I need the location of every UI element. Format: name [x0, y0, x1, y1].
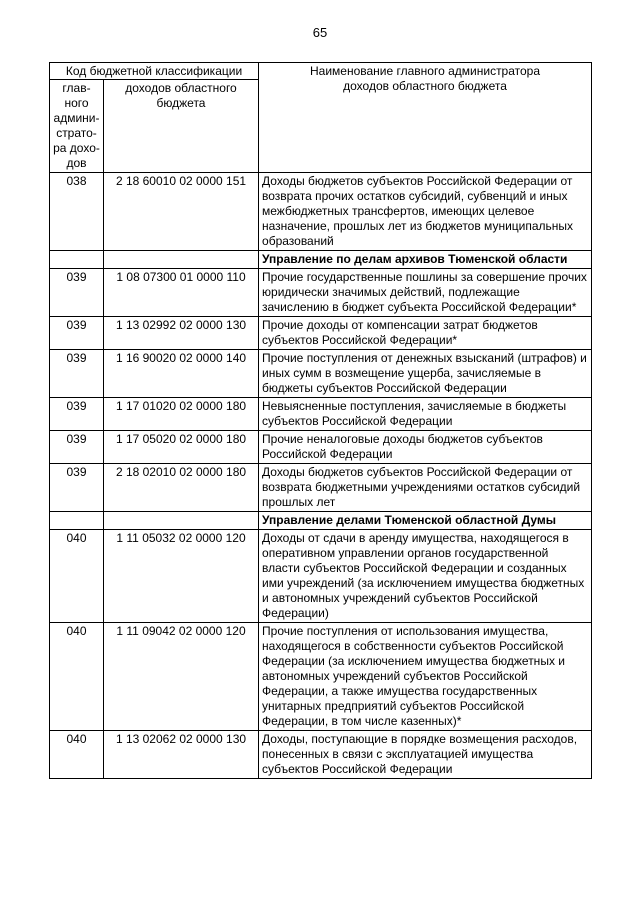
budget-classification-table	[49, 62, 592, 779]
header-administrator-name: Наименование главного администратора доходов областного бюджета	[259, 63, 592, 173]
revenue-code-cell: 1 17 01020 02 0000 180	[104, 398, 259, 431]
revenue-name-cell: Прочие государственные пошлины за совершение прочих юридически значимых действий, подлежащие зачислению в бюджет субъекта Российской Федерации*	[259, 269, 592, 317]
revenue-name-cell: Прочие поступления от использования имущества, находящегося в собственности субъектов Российской Федерации (за исключением имущества бюджетных и автономных учреждений субъектов Российской Федерации, а также имущества государственных унитарных предприятий субъектов Российской Федерации, в том числе казенных)*	[259, 623, 592, 731]
revenue-code-cell: 1 13 02062 02 0000 130	[104, 731, 259, 779]
revenue-name-cell: Доходы бюджетов субъектов Российской Федерации от возврата прочих остатков субсидий, субвенций и иных межбюджетных трансфертов, имеющих целевое назначение, прошлых лет из бюджетов муниципальных образований	[259, 173, 592, 251]
table-row	[50, 173, 592, 251]
table-row	[50, 398, 592, 431]
header-chief-administrator: глав- ного админи- страто- ра дохо- дов	[50, 80, 104, 173]
revenue-name-cell: Прочие доходы от компенсации затрат бюджетов субъектов Российской Федерации*	[259, 317, 592, 350]
revenue-code-cell: 1 08 07300 01 0000 110	[104, 269, 259, 317]
table-row	[50, 530, 592, 623]
header-budget-classification-code: Код бюджетной классификации	[50, 63, 259, 80]
revenue-name-cell: Невыясненные поступления, зачисляемые в бюджеты субъектов Российской Федерации	[259, 398, 592, 431]
revenue-code-cell: 1 13 02992 02 0000 130	[104, 317, 259, 350]
admin-code-cell: 039	[50, 398, 104, 431]
table-row	[50, 464, 592, 512]
table-row	[50, 731, 592, 779]
table-body	[50, 173, 592, 779]
admin-code-cell: 039	[50, 350, 104, 398]
admin-code-cell	[50, 512, 104, 530]
revenue-code-cell: 2 18 02010 02 0000 180	[104, 464, 259, 512]
admin-code-cell: 040	[50, 530, 104, 623]
revenue-code-cell	[104, 251, 259, 269]
table-row	[50, 350, 592, 398]
admin-code-cell: 039	[50, 464, 104, 512]
revenue-code-cell: 1 11 09042 02 0000 120	[104, 623, 259, 731]
table-row	[50, 317, 592, 350]
revenue-code-cell: 2 18 60010 02 0000 151	[104, 173, 259, 251]
table-row	[50, 431, 592, 464]
admin-code-cell: 040	[50, 623, 104, 731]
section-header-row	[50, 512, 592, 530]
section-header-row	[50, 251, 592, 269]
revenue-code-cell: 1 11 05032 02 0000 120	[104, 530, 259, 623]
revenue-name-cell: Доходы от сдачи в аренду имущества, находящегося в оперативном управлении органов государственной власти субъектов Российской Федерации и созданных ими учреждений (за исключением имущества бюджетных и автономных учреждений субъектов Российской Федерации)	[259, 530, 592, 623]
page-number: 65	[312, 25, 328, 40]
table-row	[50, 623, 592, 731]
table-row	[50, 269, 592, 317]
admin-code-cell: 039	[50, 269, 104, 317]
admin-code-cell: 039	[50, 431, 104, 464]
header-regional-revenue-code: доходов областного бюджета	[104, 80, 259, 173]
header-row-group	[50, 63, 592, 80]
admin-code-cell	[50, 251, 104, 269]
revenue-code-cell	[104, 512, 259, 530]
revenue-name-cell: Доходы, поступающие в порядке возмещения расходов, понесенных в связи с эксплуатацией имущества субъектов Российской Федерации	[259, 731, 592, 779]
admin-code-cell: 038	[50, 173, 104, 251]
admin-code-cell: 039	[50, 317, 104, 350]
section-title-cell: Управление делами Тюменской областной Думы	[259, 512, 592, 530]
revenue-code-cell: 1 17 05020 02 0000 180	[104, 431, 259, 464]
admin-code-cell: 040	[50, 731, 104, 779]
revenue-code-cell: 1 16 90020 02 0000 140	[104, 350, 259, 398]
revenue-name-cell: Доходы бюджетов субъектов Российской Федерации от возврата бюджетными учреждениями остатков субсидий прошлых лет	[259, 464, 592, 512]
section-title-cell: Управление по делам архивов Тюменской области	[259, 251, 592, 269]
revenue-name-cell: Прочие поступления от денежных взысканий (штрафов) и иных сумм в возмещение ущерба, зачисляемые в бюджеты субъектов Российской Федерации	[259, 350, 592, 398]
revenue-name-cell: Прочие неналоговые доходы бюджетов субъектов Российской Федерации	[259, 431, 592, 464]
